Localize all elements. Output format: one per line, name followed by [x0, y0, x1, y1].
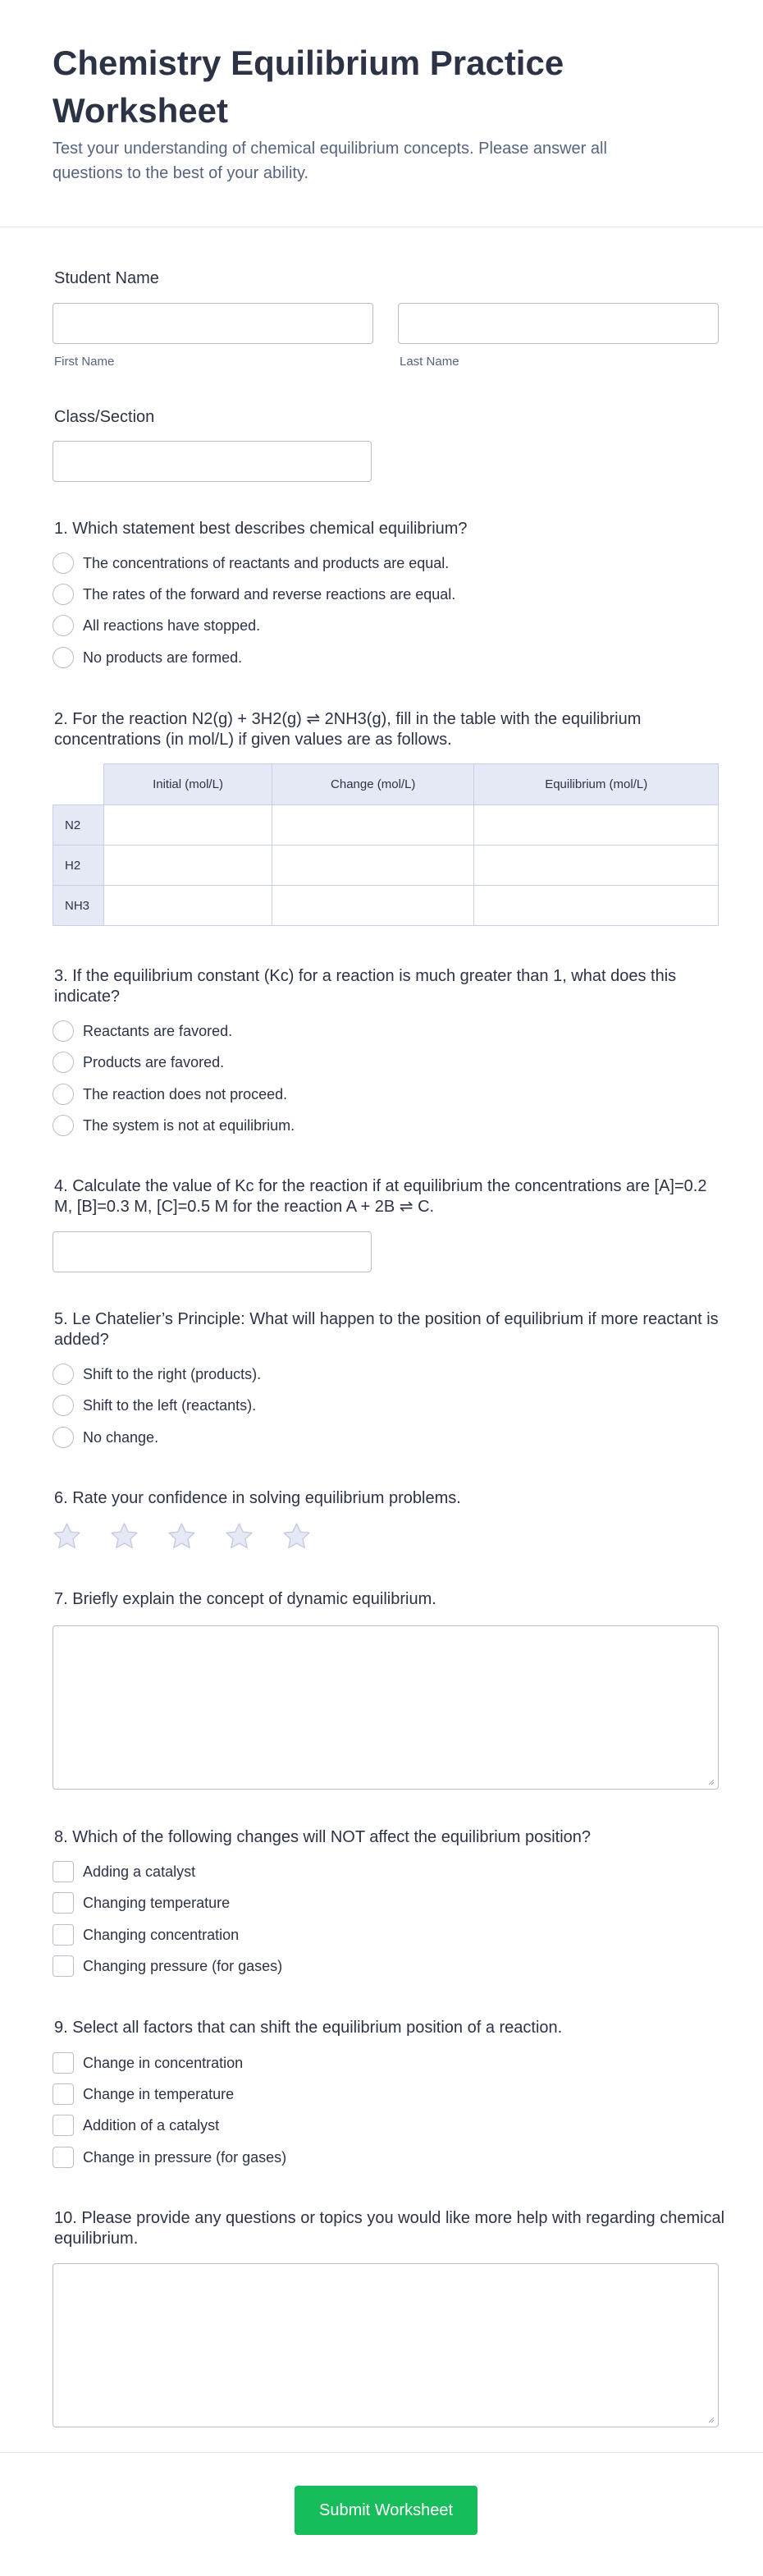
column-header: Change (mol/L): [272, 764, 474, 805]
table-cell-input[interactable]: [474, 886, 719, 926]
q3-option[interactable]: [53, 1020, 232, 1043]
class-section-input[interactable]: [53, 441, 372, 482]
q8-option[interactable]: [53, 1891, 230, 1914]
option-label: Shift to the left (reactants).: [83, 1396, 257, 1414]
q4-label: 4. Calculate the value of Kc for the reaction if at equilibrium the concentrations are [A]=0.2 M, [B]=0.3 M, [C]=0.5 M for the reaction A + 2B ⇌ C.: [54, 1177, 707, 1216]
radio-button[interactable]: [53, 1364, 74, 1385]
option-label: No products are formed.: [83, 649, 243, 666]
resize-handle-icon[interactable]: [708, 2417, 715, 2423]
form-header: [0, 0, 763, 227]
footer-divider: [0, 2452, 763, 2453]
dynamic-equilibrium-textarea[interactable]: [53, 1625, 719, 1790]
last-name-sublabel: Last Name: [400, 355, 459, 369]
checkbox[interactable]: [53, 2083, 74, 2105]
radio-button[interactable]: [53, 615, 74, 636]
checkbox[interactable]: [53, 2115, 74, 2136]
help-topics-textarea[interactable]: [53, 2263, 719, 2427]
q8-option[interactable]: [53, 1955, 282, 1978]
q3-option[interactable]: [53, 1051, 224, 1074]
option-label: Shift to the right (products).: [83, 1365, 262, 1382]
star-icon[interactable]: [108, 1520, 140, 1552]
checkbox[interactable]: [53, 2052, 74, 2074]
class-section-label: Class/Section: [54, 408, 155, 426]
table-cell-input[interactable]: [272, 886, 474, 926]
table-cell-input[interactable]: [272, 846, 474, 886]
q3-option[interactable]: [53, 1114, 295, 1137]
table-cell-input[interactable]: [104, 846, 272, 886]
row-header: NH3: [53, 886, 104, 926]
radio-button[interactable]: [53, 1427, 74, 1448]
table-row: [53, 846, 719, 886]
option-label: No change.: [83, 1428, 159, 1446]
checkbox[interactable]: [53, 1861, 74, 1882]
last-name-input[interactable]: [398, 303, 719, 344]
column-header: Equilibrium (mol/L): [474, 764, 719, 805]
page-subtitle: Test your understanding of chemical equilibrium concepts. Please answer all questions to the best of your ability.: [53, 140, 607, 182]
resize-handle-icon[interactable]: [708, 1779, 715, 1785]
q2-label: 2. For the reaction N2(g) + 3H2(g) ⇌ 2NH3(g), fill in the table with the equilibrium concentrations (in mol/L) if given values are as follows.: [54, 710, 642, 749]
checkbox[interactable]: [53, 1955, 74, 1977]
q7-label: 7. Briefly explain the concept of dynamic equilibrium.: [54, 1590, 436, 1608]
radio-button[interactable]: [53, 584, 74, 605]
first-name-input[interactable]: [53, 303, 373, 344]
q5-option[interactable]: [53, 1426, 158, 1449]
q8-option[interactable]: [53, 1860, 195, 1883]
radio-button[interactable]: [53, 1084, 74, 1105]
table-cell-input[interactable]: [474, 805, 719, 846]
radio-button[interactable]: [53, 552, 74, 574]
star-icon[interactable]: [223, 1520, 255, 1552]
checkbox[interactable]: [53, 2147, 74, 2168]
option-label: The concentrations of reactants and products are equal.: [83, 554, 450, 571]
q5-label: 5. Le Chatelier’s Principle: What will happen to the position of equilibrium if more reactant is added?: [54, 1310, 719, 1349]
table-cell-input[interactable]: [272, 805, 474, 846]
option-label: Changing temperature: [83, 1894, 231, 1911]
q3-label: 3. If the equilibrium constant (Kc) for a reaction is much greater than 1, what does this indicate?: [54, 967, 677, 1006]
option-label: Changing pressure (for gases): [83, 1957, 283, 1974]
star-rating: [51, 1520, 313, 1552]
option-label: Change in temperature: [83, 2085, 235, 2102]
q1-option[interactable]: [53, 583, 455, 606]
checkbox[interactable]: [53, 1892, 74, 1914]
option-label: Reactants are favored.: [83, 1022, 233, 1039]
q1-option[interactable]: [53, 552, 449, 575]
option-label: Adding a catalyst: [83, 1863, 196, 1880]
row-header: H2: [53, 846, 104, 886]
option-label: The system is not at equilibrium.: [83, 1116, 295, 1134]
radio-button[interactable]: [53, 1020, 74, 1042]
q6-label: 6. Rate your confidence in solving equilibrium problems.: [54, 1489, 461, 1507]
radio-button[interactable]: [53, 1052, 74, 1073]
option-label: All reactions have stopped.: [83, 616, 261, 634]
star-icon[interactable]: [281, 1520, 313, 1552]
option-label: Change in pressure (for gases): [83, 2148, 287, 2166]
q9-option[interactable]: [53, 2114, 219, 2137]
option-label: Change in concentration: [83, 2054, 244, 2071]
option-label: The rates of the forward and reverse reactions are equal.: [83, 585, 456, 603]
q9-option[interactable]: [53, 2083, 234, 2106]
kc-answer-input[interactable]: [53, 1231, 372, 1272]
table-row: [53, 886, 719, 926]
q1-option[interactable]: [53, 646, 242, 669]
q10-label: 10. Please provide any questions or topics you would like more help with regarding chemical equilibrium.: [54, 2209, 725, 2248]
table-cell-input[interactable]: [104, 805, 272, 846]
submit-button[interactable]: Submit Worksheet: [295, 2486, 477, 2535]
q8-option[interactable]: [53, 1923, 239, 1946]
q9-label: 9. Select all factors that can shift the equilibrium position of a reaction.: [54, 2019, 563, 2037]
q3-option[interactable]: [53, 1083, 287, 1106]
option-label: The reaction does not proceed.: [83, 1085, 288, 1102]
column-header: Initial (mol/L): [104, 764, 272, 805]
star-icon[interactable]: [51, 1520, 83, 1552]
star-icon[interactable]: [166, 1520, 198, 1552]
table-cell-input[interactable]: [104, 886, 272, 926]
radio-button[interactable]: [53, 647, 74, 668]
q9-option[interactable]: [53, 2146, 286, 2169]
first-name-sublabel: First Name: [54, 355, 115, 369]
q9-option[interactable]: [53, 2051, 243, 2074]
option-label: Changing concentration: [83, 1926, 240, 1943]
equilibrium-table: [53, 763, 719, 926]
option-label: Products are favored.: [83, 1053, 225, 1070]
q1-label: 1. Which statement best describes chemical equilibrium?: [54, 520, 468, 538]
radio-button[interactable]: [53, 1395, 74, 1416]
table-row: [53, 805, 719, 846]
q5-option[interactable]: [53, 1363, 261, 1386]
student-name-label: Student Name: [54, 269, 159, 287]
q1-option[interactable]: [53, 614, 260, 637]
row-header: N2: [53, 805, 104, 846]
option-label: Addition of a catalyst: [83, 2116, 220, 2134]
table-corner: [53, 764, 104, 805]
page-title: Chemistry Equilibrium Practice Worksheet: [53, 44, 564, 130]
q5-option[interactable]: [53, 1394, 256, 1417]
table-cell-input[interactable]: [474, 846, 719, 886]
q8-label: 8. Which of the following changes will NOT affect the equilibrium position?: [54, 1828, 592, 1846]
checkbox[interactable]: [53, 1924, 74, 1946]
radio-button[interactable]: [53, 1115, 74, 1136]
